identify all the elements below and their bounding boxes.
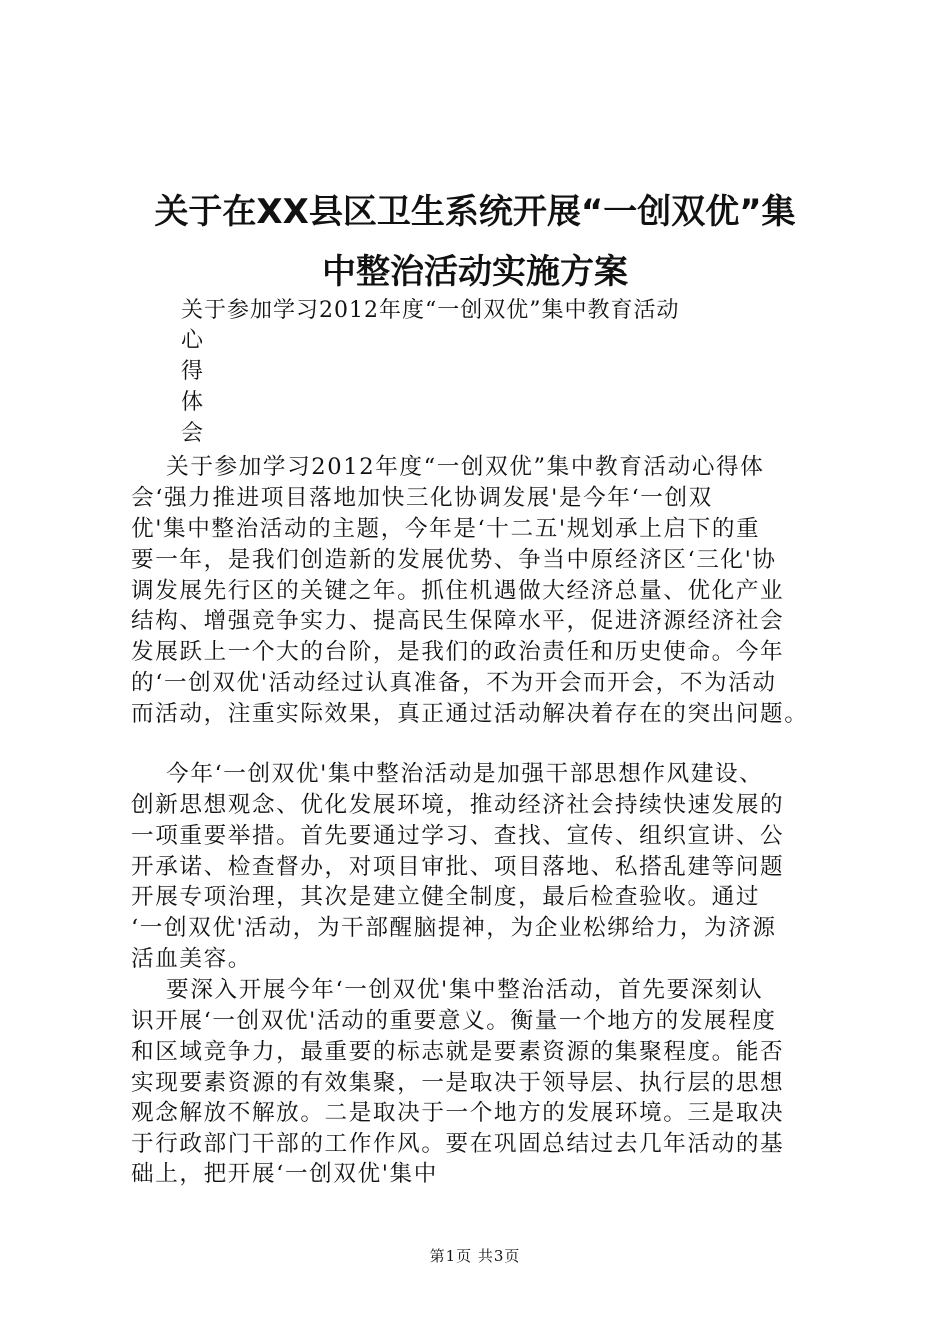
body-line: 关于参加学习2012年度“一创双优”集中教育活动心得体 — [131, 454, 765, 480]
body-line: 开承诺、检查督办，对项目审批、项目落地、私搭乱建等问题 — [131, 854, 785, 880]
body-line: 开展专项治理，其次是建立健全制度，最后检查验收。通过 — [131, 884, 761, 910]
body-line: 而活动，注重实际效果，真正通过活动解决着存在的突出问题。 — [131, 701, 809, 727]
body-line: 础上，把开展‘一创双优'集中 — [131, 1161, 438, 1187]
subtitle-vertical-char: 会 — [181, 421, 204, 446]
body-line: 的‘一创双优'活动经过认真准备，不为开会而开会，不为活动 — [131, 670, 777, 696]
body-line: 会‘强力推进项目落地加快三化协调发展'是今年‘一创双 — [131, 485, 713, 511]
body-line: 发展跃上一个大的台阶，是我们的政治责任和历史使命。今年 — [131, 639, 785, 665]
subtitle-vertical-char: 得 — [181, 359, 204, 384]
body-line: 要深入开展今年‘一创双优'集中整治活动，首先要深刻认 — [131, 977, 764, 1003]
subtitle-vertical-char: 心 — [181, 328, 204, 353]
body-line: 一项重要举措。首先要通过学习、查找、宣传、组织宣讲、公 — [131, 823, 785, 849]
body-line: 调发展先行区的关键之年。抓住机遇做大经济总量、优化产业 — [131, 578, 785, 604]
body-line: 观念解放不解放。二是取决于一个地方的发展环境。三是取决 — [131, 1100, 785, 1126]
subtitle-vertical-char: 体 — [181, 390, 204, 415]
body-line: ‘一创双优'活动，为干部醒脑提神，为企业松绑给力，为济源 — [131, 915, 777, 941]
document-title-line-1: 关于在XX县区卫生系统开展“一创双优”集 — [154, 192, 796, 232]
body-line: 活血美容。 — [131, 946, 252, 972]
body-line: 和区域竞争力，最重要的标志就是要素资源的集聚程度。能否 — [131, 1039, 785, 1065]
body-line: 创新思想观念、优化发展环境，推动经济社会持续快速发展的 — [131, 792, 785, 818]
subtitle: 关于参加学习2012年度“一创双优”集中教育活动 — [181, 298, 680, 323]
page-footer: 第1页 共3页 — [429, 1247, 521, 1265]
document-title-line-2: 中整治活动实施方案 — [322, 252, 628, 292]
body-line: 优'集中整治活动的主题，今年是‘十二五'规划承上启下的重 — [131, 516, 761, 542]
body-line: 今年‘一创双优'集中整治活动是加强干部思想作风建设、 — [131, 761, 764, 787]
body-line: 于行政部门干部的工作作风。要在巩固总结过去几年活动的基 — [131, 1131, 785, 1157]
body-line: 实现要素资源的有效集聚，一是取决于领导层、执行层的思想 — [131, 1070, 785, 1096]
body-line: 要一年，是我们创造新的发展优势、争当中原经济区‘三化'协 — [131, 547, 777, 573]
body-line: 识开展‘一创双优'活动的重要意义。衡量一个地方的发展程度 — [131, 1008, 777, 1034]
body-line: 结构、增强竞争实力、提高民生保障水平，促进济源经济社会 — [131, 608, 785, 634]
